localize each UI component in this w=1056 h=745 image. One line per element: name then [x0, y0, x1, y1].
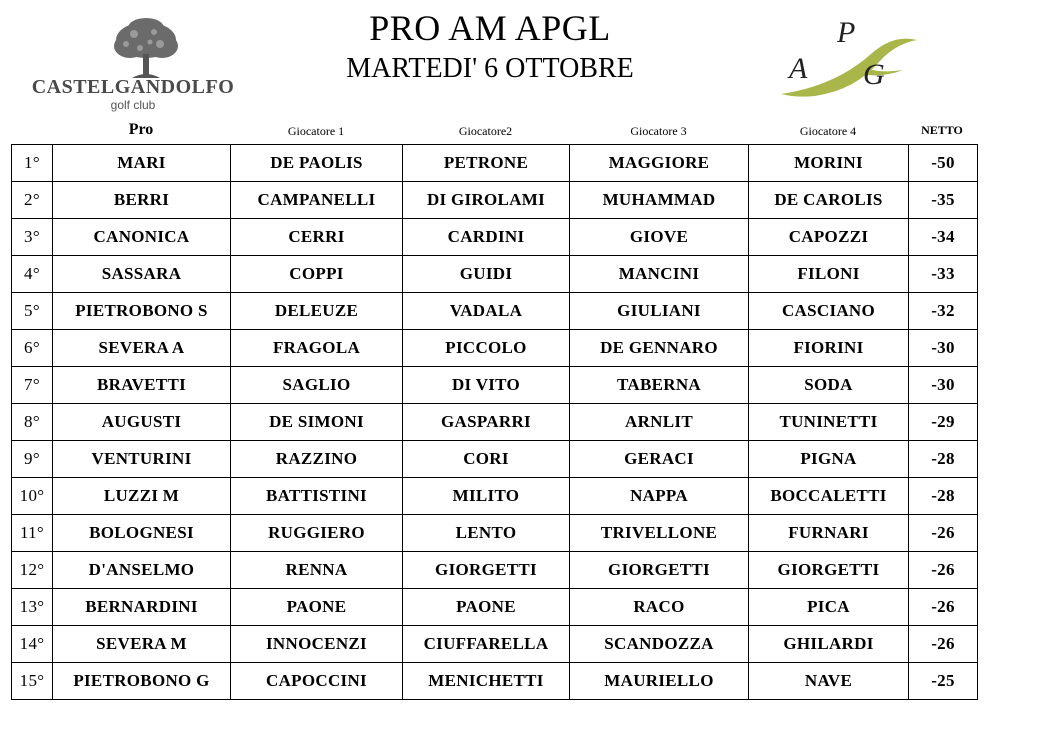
castelgandolfo-logo: [20, 18, 242, 112]
giocatore-3-cell: GIORGETTI: [570, 552, 749, 589]
giocatore-4-cell: FURNARI: [749, 515, 909, 552]
giocatore-3-cell: TABERNA: [570, 367, 749, 404]
giocatore-4-cell: PIGNA: [749, 441, 909, 478]
giocatore-1-cell: CAPOCCINI: [231, 663, 403, 700]
table-header: [0, 121, 1056, 141]
position-cell: 14°: [12, 626, 53, 663]
position-cell: 12°: [12, 552, 53, 589]
giocatore-4-cell: FILONI: [749, 256, 909, 293]
giocatore-2-cell: GUIDI: [403, 256, 570, 293]
table-row: [12, 626, 978, 663]
giocatore-2-cell: PETRONE: [403, 145, 570, 182]
netto-cell: -28: [909, 478, 978, 515]
results-table: [11, 144, 978, 700]
giocatore-4-cell: GHILARDI: [749, 626, 909, 663]
header-giocatore-4: Giocatore 4: [799, 124, 857, 138]
netto-cell: -30: [909, 330, 978, 367]
table-row: [12, 663, 978, 700]
header-netto: NETTO: [921, 123, 963, 137]
giocatore-3-cell: MAURIELLO: [570, 663, 749, 700]
pro-cell: VENTURINI: [53, 441, 231, 478]
giocatore-4-cell: CASCIANO: [749, 293, 909, 330]
giocatore-2-cell: GASPARRI: [403, 404, 570, 441]
position-cell: 9°: [12, 441, 53, 478]
tree-icon: [110, 18, 182, 80]
table-row: [12, 367, 978, 404]
netto-cell: -33: [909, 256, 978, 293]
pro-cell: BRAVETTI: [53, 367, 231, 404]
giocatore-1-cell: RENNA: [231, 552, 403, 589]
logo-letter-p: P: [837, 16, 856, 49]
giocatore-3-cell: ARNLIT: [570, 404, 749, 441]
position-cell: 11°: [12, 515, 53, 552]
table-row: [12, 515, 978, 552]
giocatore-2-cell: CORI: [403, 441, 570, 478]
logo-letter-g: G: [863, 58, 885, 91]
giocatore-1-cell: DELEUZE: [231, 293, 403, 330]
giocatore-4-cell: TUNINETTI: [749, 404, 909, 441]
position-cell: 6°: [12, 330, 53, 367]
giocatore-1-cell: PAONE: [231, 589, 403, 626]
pro-cell: LUZZI M: [53, 478, 231, 515]
giocatore-2-cell: PAONE: [403, 589, 570, 626]
pro-cell: CANONICA: [53, 219, 231, 256]
giocatore-3-cell: MANCINI: [570, 256, 749, 293]
giocatore-4-cell: CAPOZZI: [749, 219, 909, 256]
giocatore-4-cell: FIORINI: [749, 330, 909, 367]
giocatore-4-cell: SODA: [749, 367, 909, 404]
netto-cell: -34: [909, 219, 978, 256]
position-cell: 10°: [12, 478, 53, 515]
apgl-logo-graphic: [775, 14, 925, 104]
giocatore-1-cell: DE SIMONI: [231, 404, 403, 441]
giocatore-1-cell: INNOCENZI: [231, 626, 403, 663]
giocatore-2-cell: CARDINI: [403, 219, 570, 256]
pro-cell: SEVERA A: [53, 330, 231, 367]
pro-cell: AUGUSTI: [53, 404, 231, 441]
giocatore-2-cell: PICCOLO: [403, 330, 570, 367]
giocatore-4-cell: DE CAROLIS: [749, 182, 909, 219]
netto-cell: -25: [909, 663, 978, 700]
giocatore-1-cell: CAMPANELLI: [231, 182, 403, 219]
giocatore-1-cell: SAGLIO: [231, 367, 403, 404]
giocatore-3-cell: MUHAMMAD: [570, 182, 749, 219]
position-cell: 7°: [12, 367, 53, 404]
netto-cell: -30: [909, 367, 978, 404]
giocatore-2-cell: VADALA: [403, 293, 570, 330]
position-cell: 15°: [12, 663, 53, 700]
pro-cell: BERNARDINI: [53, 589, 231, 626]
position-cell: 4°: [12, 256, 53, 293]
position-cell: 8°: [12, 404, 53, 441]
giocatore-1-cell: RUGGIERO: [231, 515, 403, 552]
pro-cell: BERRI: [53, 182, 231, 219]
giocatore-2-cell: MENICHETTI: [403, 663, 570, 700]
giocatore-2-cell: GIORGETTI: [403, 552, 570, 589]
pro-cell: PIETROBONO G: [53, 663, 231, 700]
giocatore-3-cell: GIOVE: [570, 219, 749, 256]
giocatore-3-cell: RACO: [570, 589, 749, 626]
club-subtitle: golf club: [110, 98, 156, 112]
page-title: PRO AM APGL: [369, 8, 611, 48]
netto-cell: -29: [909, 404, 978, 441]
table-row: [12, 589, 978, 626]
giocatore-4-cell: MORINI: [749, 145, 909, 182]
giocatore-3-cell: SCANDOZZA: [570, 626, 749, 663]
giocatore-3-cell: GERACI: [570, 441, 749, 478]
table-row: [12, 404, 978, 441]
position-cell: 1°: [12, 145, 53, 182]
pro-cell: D'ANSELMO: [53, 552, 231, 589]
giocatore-2-cell: LENTO: [403, 515, 570, 552]
netto-cell: -32: [909, 293, 978, 330]
netto-cell: -26: [909, 515, 978, 552]
giocatore-3-cell: TRIVELLONE: [570, 515, 749, 552]
giocatore-3-cell: DE GENNARO: [570, 330, 749, 367]
page-subtitle: MARTEDI' 6 OTTOBRE: [346, 53, 634, 84]
giocatore-3-cell: MAGGIORE: [570, 145, 749, 182]
giocatore-2-cell: DI GIROLAMI: [403, 182, 570, 219]
pro-cell: SEVERA M: [53, 626, 231, 663]
club-name: CASTELGANDOLFO: [31, 76, 235, 98]
apgl-logo: [775, 14, 925, 104]
header-pro: Pro: [128, 121, 154, 138]
netto-cell: -26: [909, 589, 978, 626]
giocatore-1-cell: BATTISTINI: [231, 478, 403, 515]
position-cell: 3°: [12, 219, 53, 256]
pro-cell: SASSARA: [53, 256, 231, 293]
position-cell: 5°: [12, 293, 53, 330]
table-row: [12, 330, 978, 367]
header-giocatore-2: Giocatore2: [458, 124, 513, 138]
giocatore-4-cell: PICA: [749, 589, 909, 626]
pro-cell: MARI: [53, 145, 231, 182]
table-row: [12, 552, 978, 589]
pro-cell: BOLOGNESI: [53, 515, 231, 552]
netto-cell: -26: [909, 626, 978, 663]
giocatore-4-cell: GIORGETTI: [749, 552, 909, 589]
giocatore-1-cell: COPPI: [231, 256, 403, 293]
giocatore-2-cell: MILITO: [403, 478, 570, 515]
table-row: [12, 478, 978, 515]
giocatore-3-cell: GIULIANI: [570, 293, 749, 330]
table-row: [12, 145, 978, 182]
giocatore-1-cell: CERRI: [231, 219, 403, 256]
table-row: [12, 182, 978, 219]
position-cell: 2°: [12, 182, 53, 219]
header-giocatore-1: Giocatore 1: [287, 124, 345, 138]
giocatore-1-cell: RAZZINO: [231, 441, 403, 478]
logo-letter-a: A: [789, 52, 808, 85]
netto-cell: -26: [909, 552, 978, 589]
giocatore-4-cell: NAVE: [749, 663, 909, 700]
netto-cell: -35: [909, 182, 978, 219]
netto-cell: -50: [909, 145, 978, 182]
position-cell: 13°: [12, 589, 53, 626]
giocatore-1-cell: FRAGOLA: [231, 330, 403, 367]
table-row: [12, 219, 978, 256]
giocatore-2-cell: DI VITO: [403, 367, 570, 404]
netto-cell: -28: [909, 441, 978, 478]
table-row: [12, 293, 978, 330]
giocatore-2-cell: CIUFFARELLA: [403, 626, 570, 663]
giocatore-3-cell: NAPPA: [570, 478, 749, 515]
pro-cell: PIETROBONO S: [53, 293, 231, 330]
table-row: [12, 256, 978, 293]
header-giocatore-3: Giocatore 3: [630, 124, 687, 138]
giocatore-1-cell: DE PAOLIS: [231, 145, 403, 182]
table-row: [12, 441, 978, 478]
giocatore-4-cell: BOCCALETTI: [749, 478, 909, 515]
